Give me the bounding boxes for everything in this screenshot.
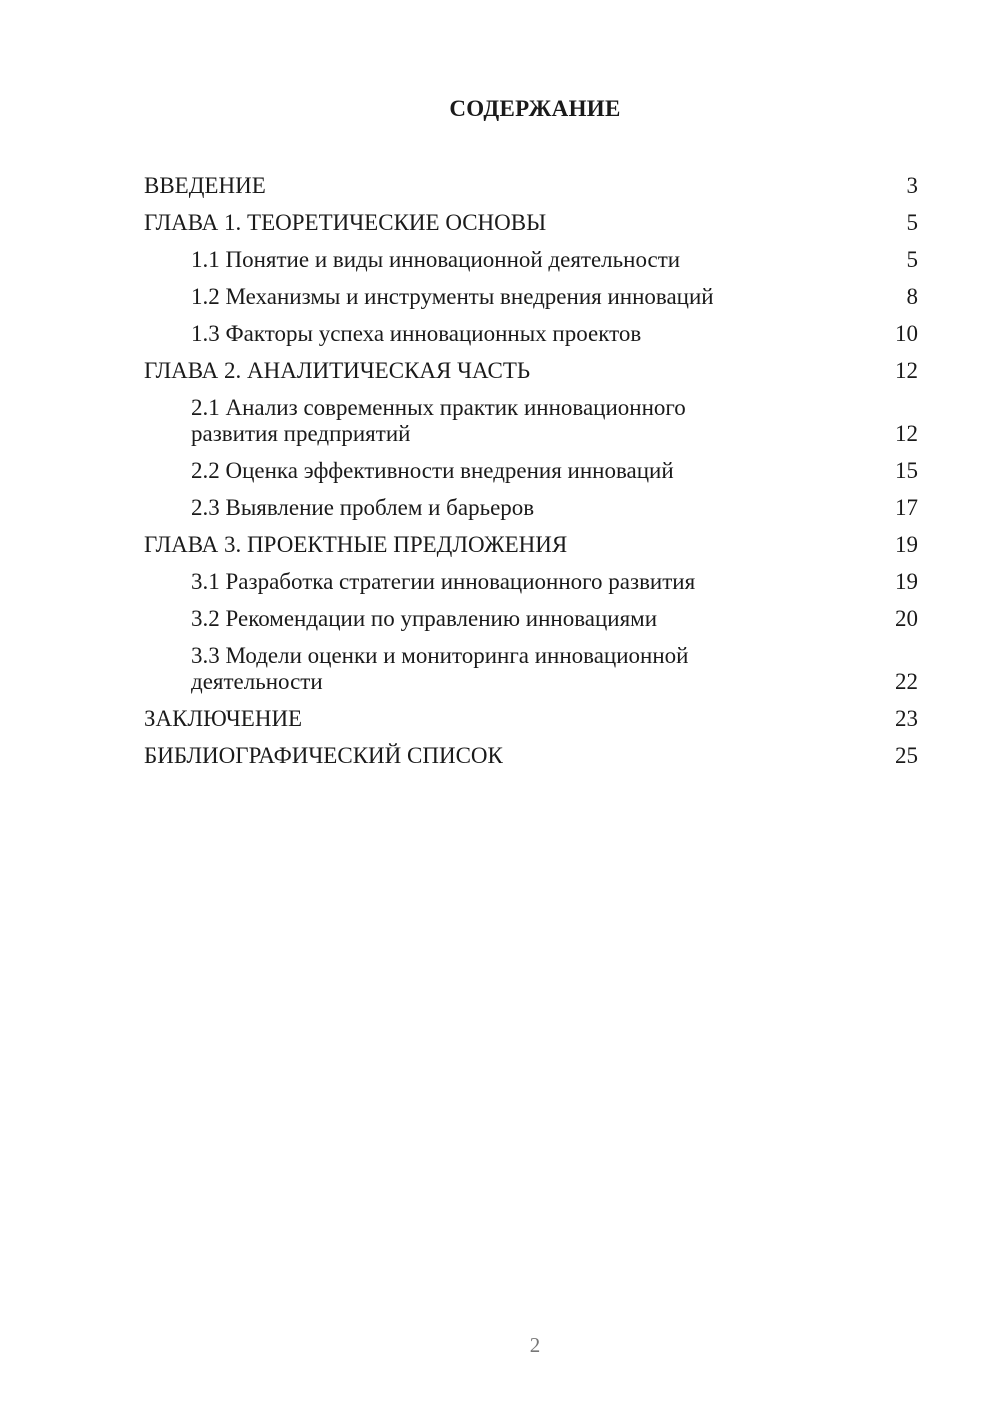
toc-entry-page: 19	[895, 569, 918, 594]
toc-entry-chapter-2[interactable]	[144, 353, 918, 390]
toc-entry-label: 2.3 Выявление проблем и барьеров	[191, 495, 535, 520]
page-title: СОДЕРЖАНИЕ	[449, 96, 621, 121]
toc-entry-label: ГЛАВА 1. ТЕОРЕТИЧЕСКИЕ ОСНОВЫ	[144, 210, 547, 235]
toc-entry-label: ГЛАВА 3. ПРОЕКТНЫЕ ПРЕДЛОЖЕНИЯ	[144, 532, 568, 557]
toc-entry-label: 1.1 Понятие и виды инновационной деятельности	[191, 247, 681, 272]
toc-entry-page: 12	[895, 358, 918, 383]
toc-entry-label: 1.3 Факторы успеха инновационных проектов	[191, 321, 642, 346]
toc-entry-label: 3.1 Разработка стратегии инновационного развития	[191, 569, 696, 594]
toc-entry-label: 2.2 Оценка эффективности внедрения инноваций	[191, 458, 674, 483]
toc-entry-page: 23	[895, 706, 918, 731]
toc-entry-section-3-1[interactable]	[144, 564, 918, 601]
toc-entry-conclusion[interactable]	[144, 701, 918, 738]
toc-entry-bibliography[interactable]	[144, 738, 918, 775]
toc-entry-label: ЗАКЛЮЧЕНИЕ	[144, 706, 303, 731]
toc-entry-label: 3.2 Рекомендации по управлению инновациями	[191, 606, 658, 631]
toc-entry-section-1-2[interactable]	[144, 279, 918, 316]
toc-entry-page: 8	[906, 284, 918, 309]
toc-entry-section-2-3[interactable]	[144, 490, 918, 527]
toc-entry-section-3-2[interactable]	[144, 601, 918, 638]
page-number: 2	[529, 1333, 541, 1357]
toc-entry-label: ВВЕДЕНИЕ	[144, 173, 266, 198]
toc-entry-page: 17	[895, 495, 918, 520]
toc-entry-section-3-3[interactable]	[144, 638, 918, 701]
toc-entry-label: ГЛАВА 2. АНАЛИТИЧЕСКАЯ ЧАСТЬ	[144, 358, 531, 383]
toc-entry-page: 5	[906, 210, 918, 235]
toc-entry-section-1-3[interactable]	[144, 316, 918, 353]
toc-entry-introduction[interactable]	[144, 168, 918, 205]
toc-entry-section-2-2[interactable]	[144, 453, 918, 490]
toc-entry-page: 12	[895, 421, 918, 446]
toc-entry-page: 3	[906, 173, 918, 198]
toc-entry-chapter-3[interactable]	[144, 527, 918, 564]
toc-entry-section-1-1[interactable]	[144, 242, 918, 279]
toc-entry-page: 10	[895, 321, 918, 346]
toc-entry-page: 5	[906, 247, 918, 272]
toc-entry-label: БИБЛИОГРАФИЧЕСКИЙ СПИСОК	[144, 743, 503, 768]
toc-entry-page: 20	[895, 606, 918, 631]
toc-entry-page: 19	[895, 532, 918, 557]
toc-entry-label: 3.3 Модели оценки и мониторинга инновационной деятельности	[191, 643, 689, 694]
toc-entry-chapter-1[interactable]	[144, 205, 918, 242]
toc-entry-page: 15	[895, 458, 918, 483]
table-of-contents	[144, 168, 918, 775]
toc-entry-label: 1.2 Механизмы и инструменты внедрения инноваций	[191, 284, 714, 309]
toc-entry-page: 25	[895, 743, 918, 768]
toc-entry-label: 2.1 Анализ современных практик инновационного развития предприятий	[191, 395, 686, 446]
toc-entry-page: 22	[895, 669, 918, 694]
toc-entry-section-2-1[interactable]	[144, 390, 918, 453]
